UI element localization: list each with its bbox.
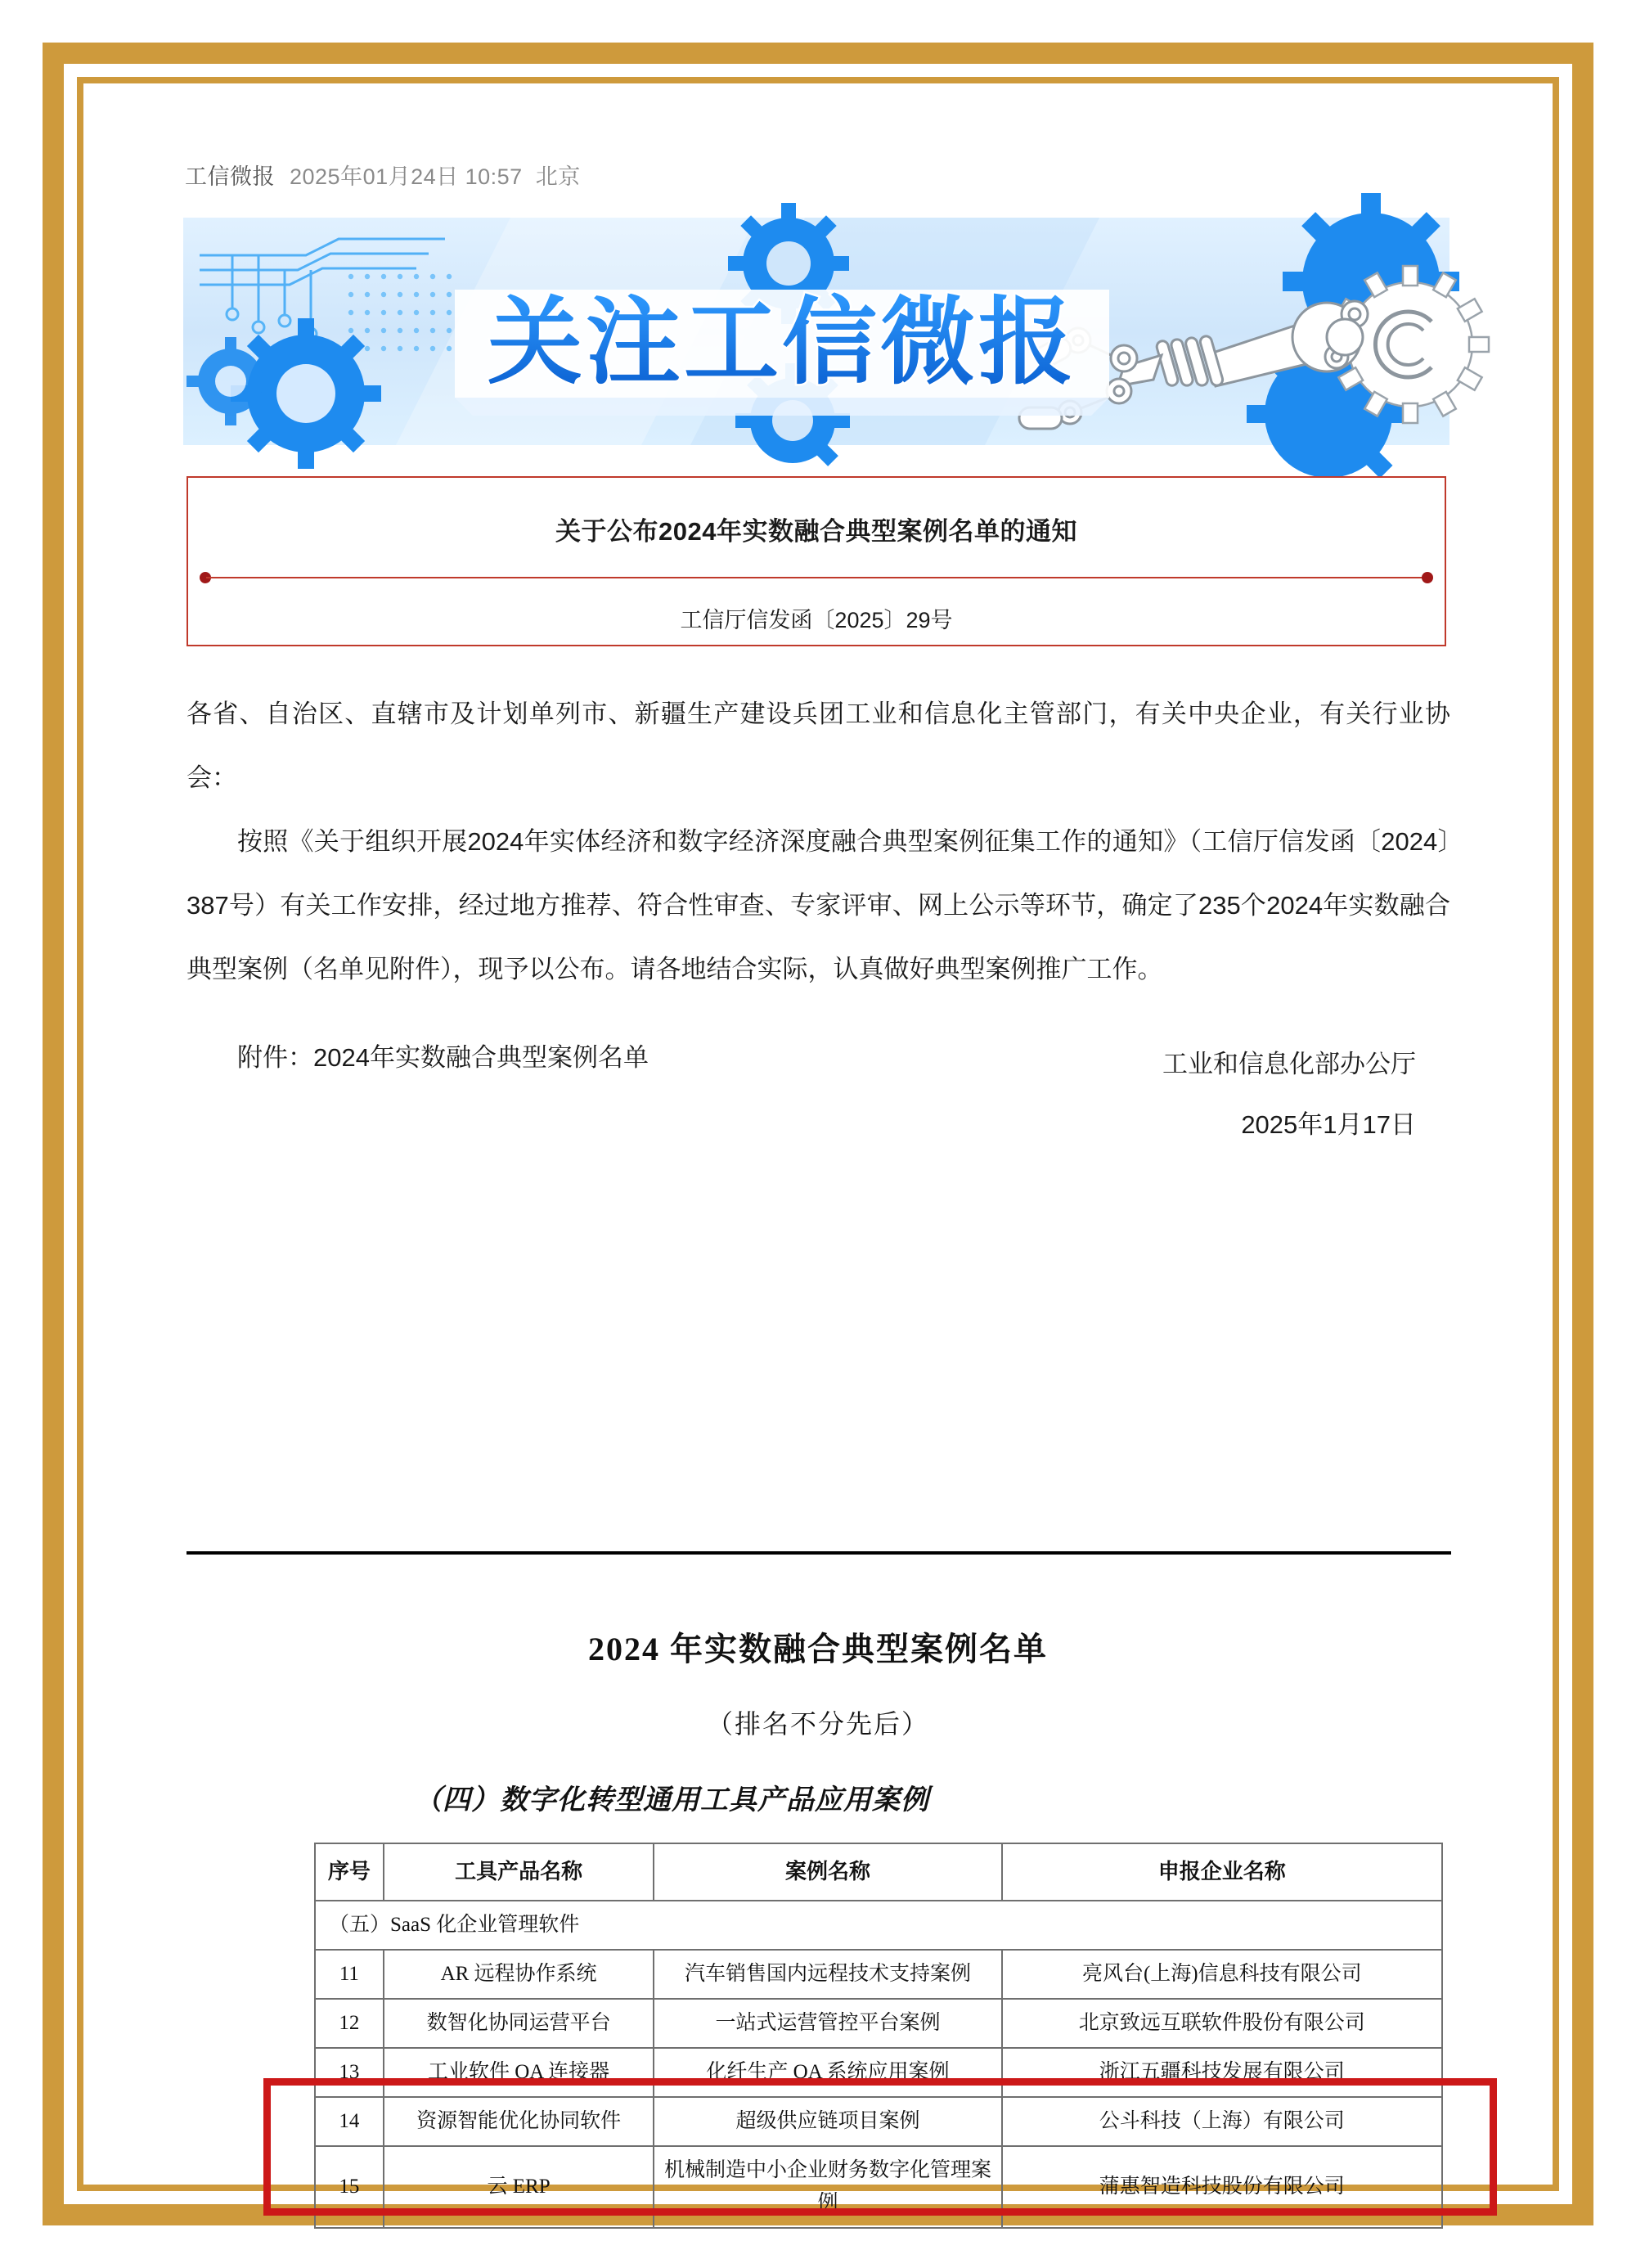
- banner-artwork: [183, 218, 1449, 445]
- cell-no: 11: [315, 1950, 384, 1999]
- table-header-row: [315, 1843, 1442, 1901]
- table-row: [315, 1999, 1442, 2048]
- cell-company: 公斗科技（上海）有限公司: [1002, 2097, 1442, 2146]
- cell-tool: AR 远程协作系统: [384, 1950, 654, 1999]
- cell-tool: 工业软件 OA 连接器: [384, 2048, 654, 2097]
- table-row: [315, 1950, 1442, 1999]
- meta-datetime: 2025年01月24日 10:57: [290, 164, 523, 189]
- column-header-no: 序号: [315, 1843, 384, 1901]
- attachment-list-title: 2024 年实数融合典型案例名单: [588, 1631, 1048, 1667]
- table-subsection-label: （五）SaaS 化企业管理软件: [315, 1901, 1442, 1950]
- notice-paragraph: 按照《关于组织开展2024年实体经济和数字经济深度融合典型案例征集工作的通知》（工信厅信发函〔2024〕387号）有关工作安排，经过地方推荐、符合性审查、专家评审、网上公示等环节，确定了235个2024年实数融合典型案例（名单见附件），现予以公布。请各地结合实际，认真做好典型案例推广工作。: [187, 827, 1450, 983]
- notice-salutation: 各省、自治区、直辖市及计划单列市、新疆生产建设兵团工业和信息化主管部门，有关中央企业，有关行业协会：: [187, 700, 1450, 792]
- table-subsection-row: [315, 1901, 1442, 1950]
- certificate-gold-frame-inner: [77, 77, 1559, 2214]
- cell-company: 蒲惠智造科技股份有限公司: [1002, 2146, 1442, 2228]
- cell-no: 15: [315, 2146, 384, 2228]
- certificate-gold-frame-outer: [43, 43, 1593, 2225]
- notice-body: [187, 682, 1450, 1090]
- notice-attachment-line: 附件：2024年实数融合典型案例名单: [237, 1043, 649, 1072]
- wechat-banner-image: [183, 218, 1449, 445]
- cell-tool: 云 ERP: [384, 2146, 654, 2228]
- cell-no: 14: [315, 2097, 384, 2146]
- table-row: [315, 2048, 1442, 2097]
- table-row: [315, 2097, 1442, 2146]
- attachment-section-title: （四）数字化转型通用工具产品应用案例: [414, 1785, 929, 1816]
- cases-table: [314, 1843, 1443, 2229]
- section-divider: [187, 1551, 1451, 1555]
- notice-doc-number: 工信厅信发函〔2025〕29号: [680, 608, 953, 632]
- meta-source: 工信微报: [185, 164, 275, 189]
- cell-case: 一站式运营管控平台案例: [654, 1999, 1001, 2048]
- notice-title-box: [187, 476, 1446, 646]
- cell-no: 13: [315, 2048, 384, 2097]
- column-header-tool: 工具产品名称: [384, 1843, 654, 1901]
- meta-location: 北京: [535, 164, 581, 189]
- cell-company: 浙江五疆科技发展有限公司: [1002, 2048, 1442, 2097]
- rule-line: [206, 577, 1427, 578]
- notice-title: 关于公布2024年实数融合典型案例名单的通知: [555, 517, 1077, 546]
- cell-case: 超级供应链项目案例: [654, 2097, 1001, 2146]
- issuing-department: 工业和信息化部办公厅: [1162, 1050, 1416, 1078]
- cell-company: 北京致远互联软件股份有限公司: [1002, 1999, 1442, 2048]
- column-header-company: 申报企业名称: [1002, 1843, 1442, 1901]
- attachment-list-subtitle: （排名不分先后）: [706, 1709, 929, 1739]
- banner-title-text: 关注工信微报: [488, 289, 1076, 395]
- cell-tool: 资源智能优化协同软件: [384, 2097, 654, 2146]
- rule-dot-right: [1422, 572, 1433, 583]
- article-meta: [185, 159, 581, 191]
- cell-case: 化纤生产 OA 系统应用案例: [654, 2048, 1001, 2097]
- document-page: [119, 118, 1517, 2214]
- cases-table-wrapper: [314, 1843, 1443, 2229]
- notice-signature-block: [187, 1034, 1450, 1155]
- issue-date: 2025年1月17日: [1241, 1110, 1416, 1139]
- cell-case: 机械制造中小企业财务数字化管理案例: [654, 2146, 1001, 2228]
- cell-no: 12: [315, 1999, 384, 2048]
- table-row-highlighted: [315, 2146, 1442, 2228]
- cell-tool: 数智化协同运营平台: [384, 1999, 654, 2048]
- notice-divider-rule: [200, 572, 1433, 583]
- cell-company: 亮风台(上海)信息科技有限公司: [1002, 1950, 1442, 1999]
- column-header-case: 案例名称: [654, 1843, 1001, 1901]
- cell-case: 汽车销售国内远程技术支持案例: [654, 1950, 1001, 1999]
